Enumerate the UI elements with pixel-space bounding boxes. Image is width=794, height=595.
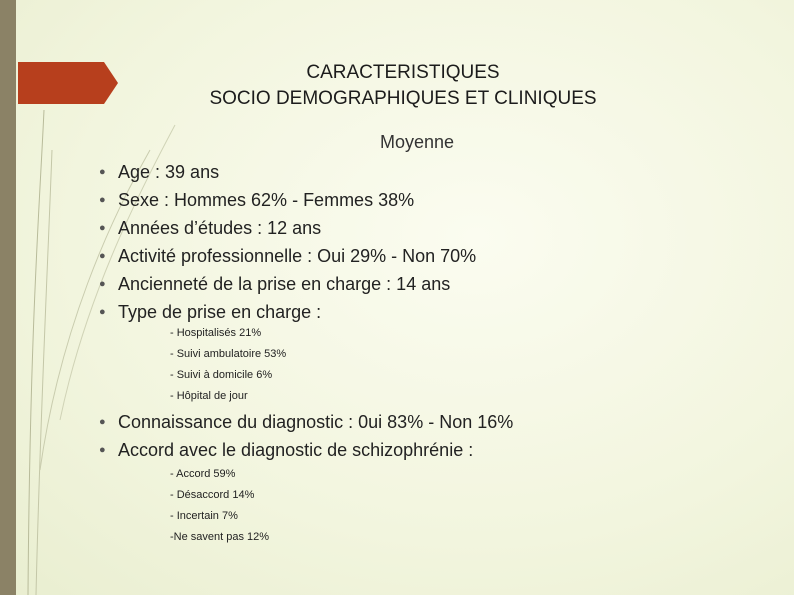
- bullet-icon: ●: [99, 194, 106, 206]
- care-type-sublist: [0, 323, 286, 407]
- sub-list-item: - Suivi ambulatoire 53%: [170, 348, 287, 360]
- list-item: [0, 158, 476, 186]
- list-item-text: Accord avec le diagnostic de schizophrénie :: [118, 440, 474, 460]
- slide-title: [150, 60, 656, 112]
- list-item: [0, 270, 476, 298]
- sub-list-item: - Désaccord 14%: [170, 489, 255, 501]
- sub-list-item: - Hôpital de jour: [170, 390, 248, 402]
- bullet-icon: ●: [99, 416, 106, 428]
- title-line-2: SOCIO DEMOGRAPHIQUES ET CLINIQUES: [209, 88, 597, 109]
- list-item: [0, 214, 476, 242]
- list-item-text: Type de prise en charge :: [118, 302, 322, 322]
- agreement-sublist: [0, 464, 269, 548]
- bullet-icon: ●: [99, 222, 106, 234]
- title-line-1: CARACTERISTIQUES: [306, 62, 500, 83]
- column-header-moyenne: Moyenne: [380, 132, 455, 152]
- list-item-text: Age : 39 ans: [118, 162, 220, 182]
- list-item-text: Connaissance du diagnostic : 0ui 83% - Non 16%: [118, 412, 514, 432]
- characteristics-list: [0, 158, 476, 326]
- list-item: [0, 242, 476, 270]
- list-item-text: Sexe : Hommes 62% - Femmes 38%: [118, 190, 415, 210]
- sub-list-item: - Accord 59%: [170, 468, 236, 480]
- sub-list-item: - Suivi à domicile 6%: [170, 369, 273, 381]
- list-item: [0, 436, 513, 464]
- bullet-icon: ●: [99, 250, 106, 262]
- list-item-text: Années d’études : 12 ans: [118, 218, 322, 238]
- sub-list-item: -Ne savent pas 12%: [170, 531, 270, 543]
- bullet-icon: ●: [99, 306, 106, 318]
- list-item: [0, 186, 476, 214]
- list-item: [0, 408, 513, 436]
- sub-list-item: - Incertain 7%: [170, 510, 238, 522]
- diagnosis-list: [0, 408, 513, 464]
- bullet-icon: ●: [99, 166, 106, 178]
- list-item-text: Ancienneté de la prise en charge : 14 ans: [118, 274, 451, 294]
- bullet-icon: ●: [99, 278, 106, 290]
- list-item: [0, 298, 476, 326]
- list-item-text: Activité professionnelle : Oui 29% - Non 70%: [118, 246, 477, 266]
- sub-list-item: - Hospitalisés 21%: [170, 327, 262, 339]
- bullet-icon: ●: [99, 444, 106, 456]
